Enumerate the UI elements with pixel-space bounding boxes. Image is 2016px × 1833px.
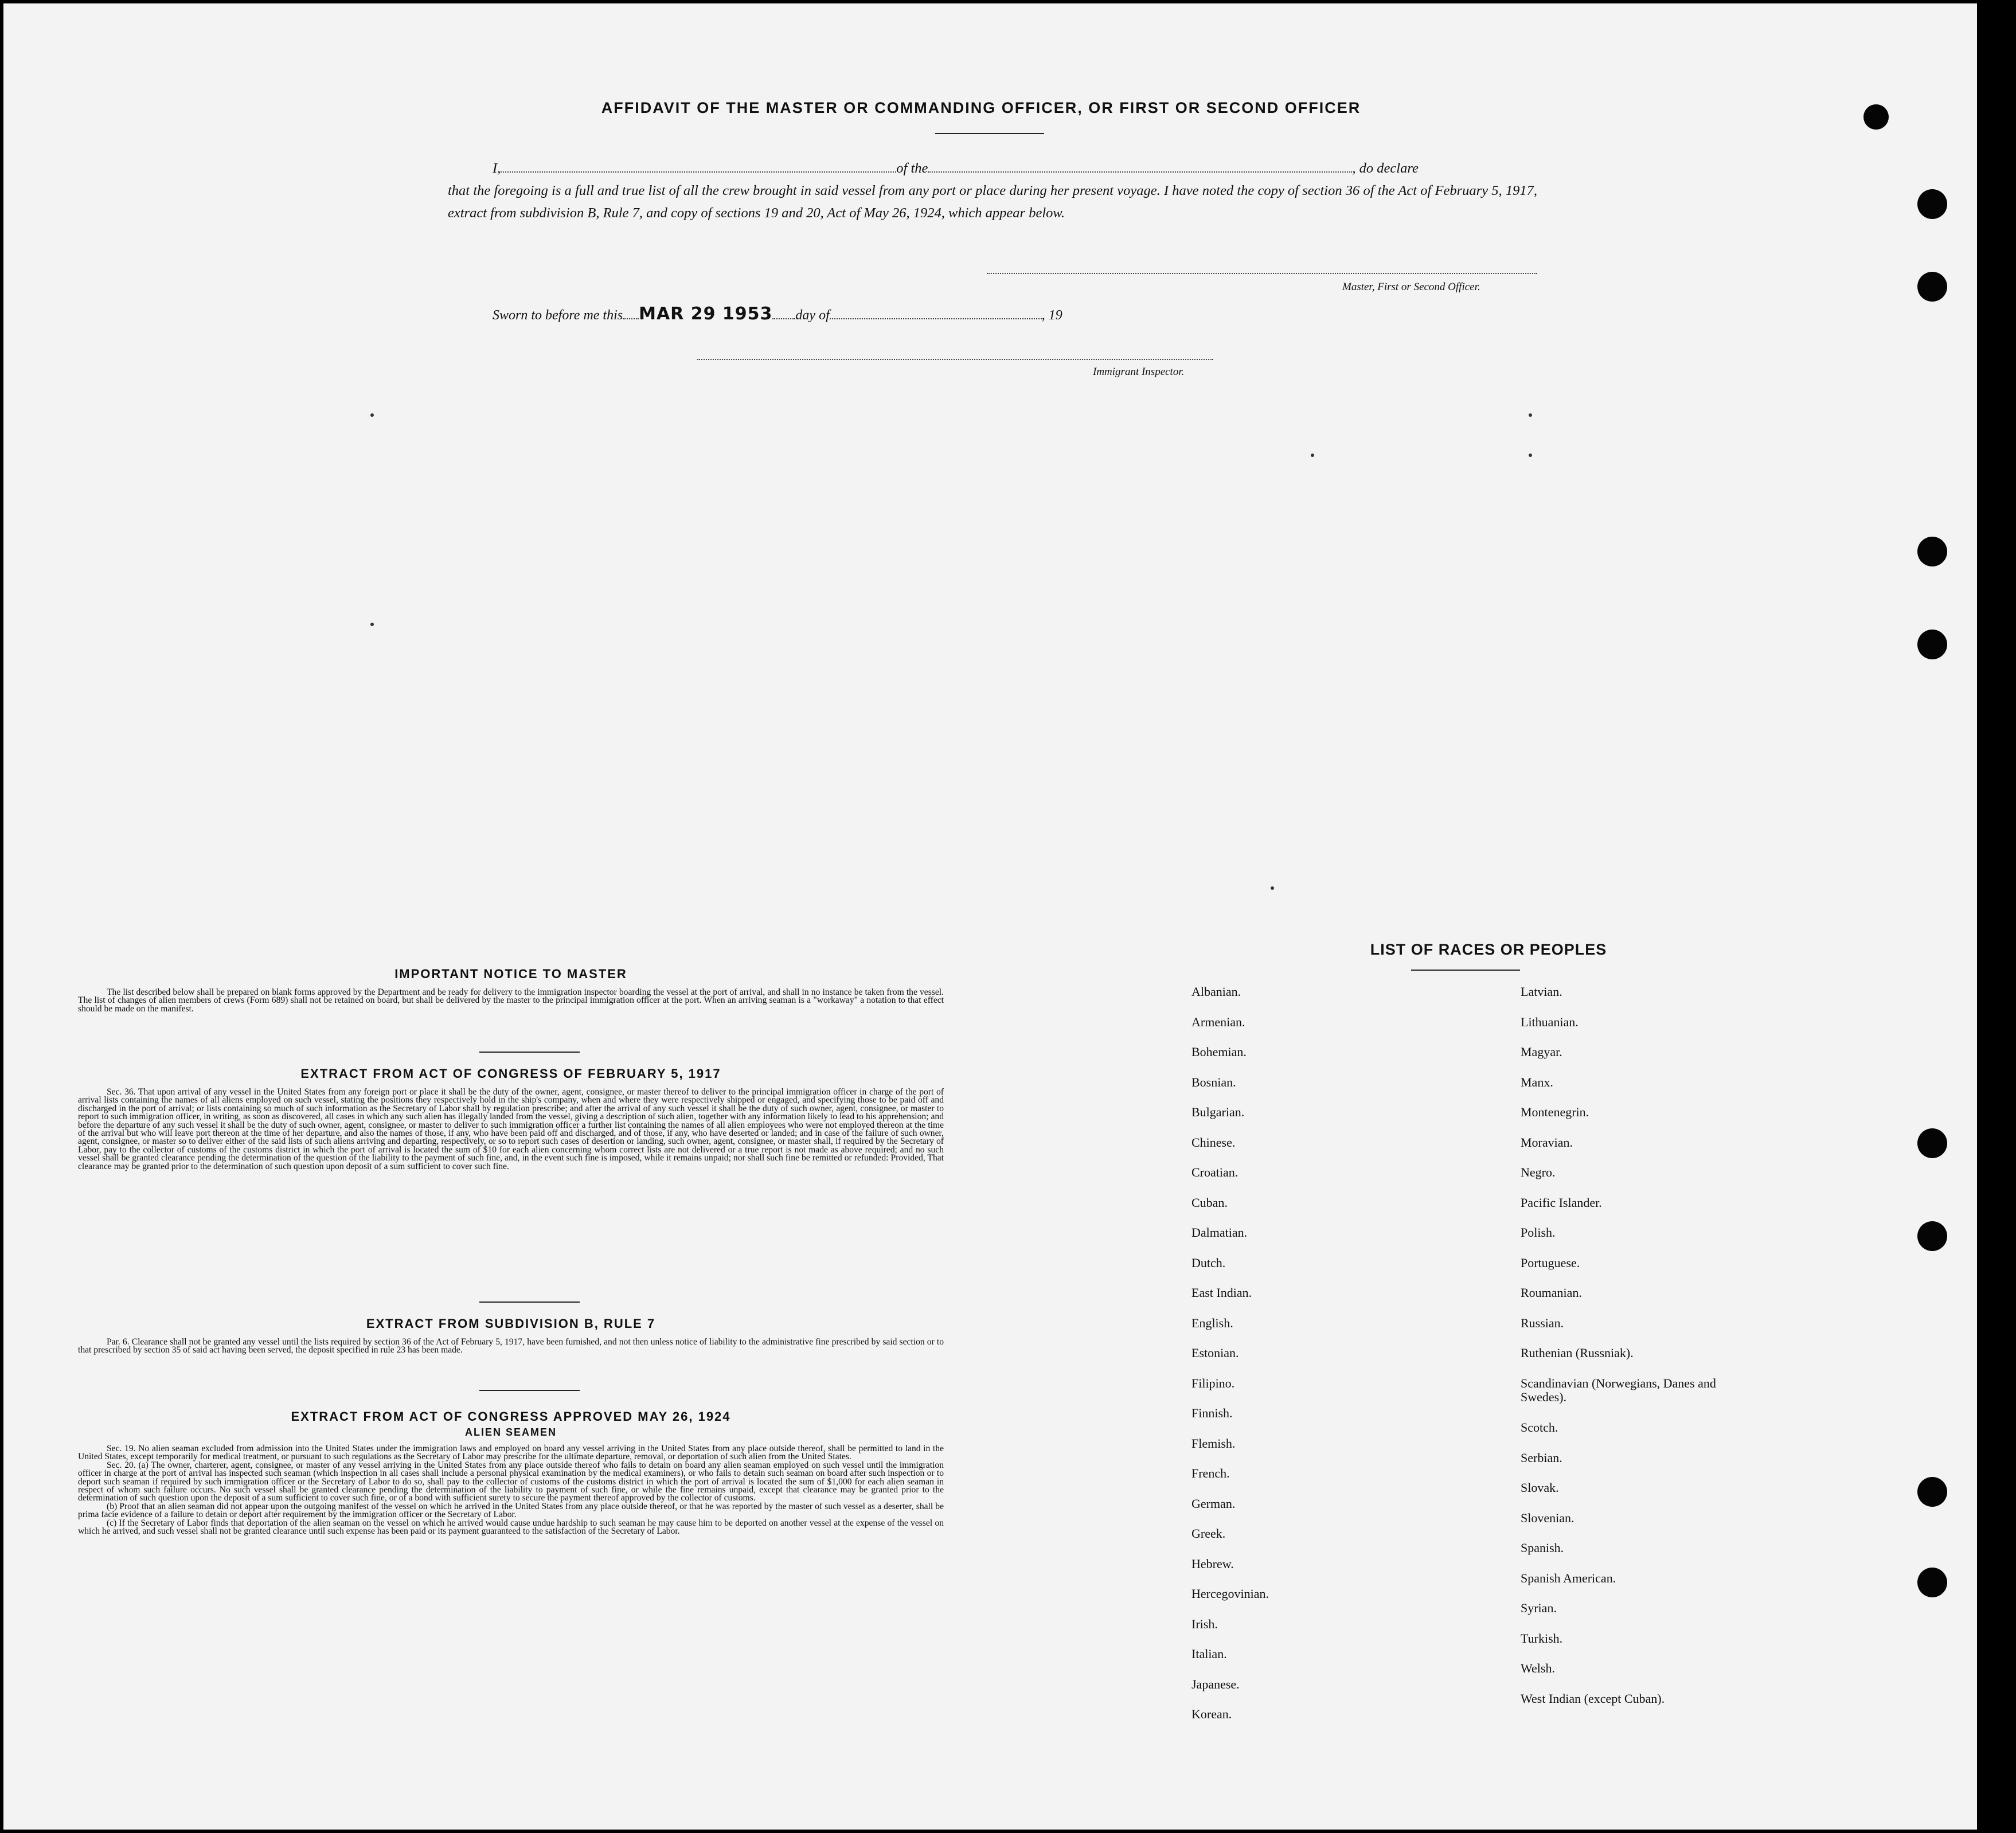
affidavit-title: AFFIDAVIT OF THE MASTER OR COMMANDING OFFICER, OR FIRST OR SECOND OFFICER: [601, 99, 1361, 116]
race-item: Welsh.: [1521, 1661, 1555, 1675]
race-item: Negro.: [1521, 1165, 1556, 1179]
punch-hole: [1917, 1221, 1947, 1251]
race-item: Irish.: [1191, 1616, 1218, 1631]
sworn-line: [493, 304, 1062, 324]
race-item: Armenian.: [1191, 1014, 1245, 1029]
race-item: Serbian.: [1521, 1450, 1562, 1465]
race-item: Moravian.: [1521, 1135, 1573, 1150]
vessel-blank: [928, 161, 1352, 173]
races-title-divider: [1411, 970, 1520, 971]
race-item: Polish.: [1521, 1225, 1556, 1240]
scan-speck: [1271, 886, 1274, 890]
punch-hole: [1917, 1477, 1947, 1507]
scan-speck: [1311, 454, 1314, 457]
punch-hole: [1863, 104, 1889, 130]
title-divider: [935, 133, 1044, 134]
race-item: Lithuanian.: [1521, 1014, 1579, 1029]
race-item: Hebrew.: [1191, 1556, 1234, 1571]
extract-1917-text: Sec. 36. That upon arrival of any vessel in the United States from any foreign port or place it shall be the duty of the owner, agent, consignee, or master thereof to deliver to the principal immigration officer in charge of the port of arrival lists containing the names of all aliens employed on such vessel, stating the positions they respectively hold in the ship's company, when and where they were respectively shipped or engaged, and specifying those to be paid off and discharged in the port of arrival; or lists containing so much of such information as the Secretary of Labor shall by regulation prescribe; and after the arrival of any such vessel it shall be the duty of such owner, agent, consignee, or master to report to such immigration officer, in writing, as soon as discovered, all cases in which any such alien has illegally landed from the vessel, giving a description of such alien, together with any information likely to lead to his apprehension; and before the departure of any such vessel it shall be the duty of such owner, agent, consignee, or master to deliver to such immigration officer a further list containing the names of all alien employees who were not employed thereon at the time of the arrival but who will leave port thereon at the time of her departure, and also the names of those, if any, who have been paid off and discharged, and of those, if any, who have deserted or landed; and in case of the failure of such owner, agent, consignee, or master so to deliver either of the said lists of such aliens arriving and departing, respectively, or so to report such cases of desertion or landing, such owner, agent, consignee, or master shall, if required by the Secretary of Labor, pay to the collector of customs of the customs district in which the port of arrival is located the sum of $10 for each alien concerning whom correct lists are not delivered or a true report is not made as above required; and no such vessel shall be granted clearance pending the determination of the question of the liability to the payment of such fine, and, in the event such fine is imposed, while it remains unpaid; nor shall such fine be remitted or refunded: Provided, That clearance may be granted prior to the determination of such question upon deposit of a sum sufficient to cover such fine.: [78, 1087, 944, 1171]
race-item: Latvian.: [1521, 984, 1562, 999]
race-item: Cuban.: [1191, 1195, 1228, 1210]
scan-border: [1977, 0, 2016, 1833]
sworn-prefix: Sworn to before me this: [493, 308, 623, 323]
race-item: West Indian (except Cuban).: [1521, 1691, 1665, 1706]
race-item: Croatian.: [1191, 1165, 1238, 1179]
alien-seamen-subtitle: ALIEN SEAMEN: [464, 1426, 557, 1438]
of-the-label: of the: [896, 161, 928, 176]
declaration-line: [448, 157, 1537, 179]
race-item: East Indian.: [1191, 1285, 1252, 1300]
declaration-start: I,: [493, 161, 501, 176]
name-blank: [501, 161, 896, 173]
race-item: Albanian.: [1191, 984, 1241, 999]
race-item: Hercegovinian.: [1191, 1586, 1269, 1601]
race-item: Filipino.: [1191, 1375, 1235, 1390]
race-item: Syrian.: [1521, 1601, 1557, 1615]
race-item: Montenegrin.: [1521, 1105, 1589, 1119]
race-item: Magyar.: [1521, 1045, 1562, 1059]
punch-hole: [1917, 1568, 1947, 1597]
race-item: Italian.: [1191, 1647, 1227, 1661]
document-page: [3, 3, 1977, 1830]
section-divider: [479, 1390, 580, 1391]
extract-rule7-text: Par. 6. Clearance shall not be granted any vessel until the lists required by section 36 of the Act of February 5, 1917, have been furnished, and not then unless notice of liability to the administrative fine prescribed by said section or to that prescribed by section 35 of said act having been served, the deposit specified in rule 23 has been made.: [78, 1337, 944, 1355]
race-item: Dalmatian.: [1191, 1225, 1248, 1240]
inspector-signature-line: [697, 358, 1213, 360]
scan-speck: [1529, 413, 1532, 417]
master-signature-line: [987, 272, 1537, 274]
race-item: Bohemian.: [1191, 1045, 1247, 1059]
race-item: Spanish American.: [1521, 1570, 1616, 1585]
race-item: Scandinavian (Norwegians, Danes and Swedes).: [1521, 1375, 1716, 1404]
race-item: Portuguese.: [1521, 1255, 1580, 1270]
affidavit-text: that the foregoing is a full and true list of all the crew brought in said vessel from any port or place during her present voyage. I have noted the copy of section 36 of the Act of February 5, 1917, extract from subdivision B, Rule 7, and copy of sections 19 and 20, Act of May 26, 1924, which appear below.: [448, 183, 1537, 221]
race-item: Chinese.: [1191, 1135, 1236, 1150]
scan-speck: [370, 413, 374, 417]
scan-speck: [1529, 454, 1532, 457]
date-stamp: MAR 29 1953: [639, 304, 773, 324]
race-item: Ruthenian (Russniak).: [1521, 1346, 1634, 1360]
race-item: Bulgarian.: [1191, 1105, 1245, 1119]
notice-title: IMPORTANT NOTICE TO MASTER: [394, 967, 627, 981]
punch-hole: [1917, 272, 1947, 302]
races-title: LIST OF RACES OR PEOPLES: [1370, 941, 1607, 958]
race-item: Manx.: [1521, 1074, 1553, 1089]
race-item: Scotch.: [1521, 1420, 1558, 1435]
race-item: Korean.: [1191, 1707, 1232, 1721]
race-item: English.: [1191, 1315, 1233, 1330]
race-item: Slovak.: [1521, 1480, 1559, 1495]
punch-hole: [1917, 1128, 1947, 1158]
inspector-caption: Immigrant Inspector.: [1093, 366, 1185, 378]
do-declare-label: , do declare: [1352, 161, 1419, 176]
race-item: Bosnian.: [1191, 1074, 1236, 1089]
race-item: German.: [1191, 1496, 1236, 1511]
notice-text: The list described below shall be prepared on blank forms approved by the Department and be ready for delivery to the immigration inspector boarding the vessel at the port of arrival, and shall in no instance be taken from the vessel. The list of changes of alien members of crews (Form 689) shall not be retained on board, but shall be delivered by the master to the principal immigration officer at the port. When an arriving seaman is a "workaway" a notation to that effect should be made on the manifest.: [78, 987, 944, 1014]
master-caption: Master, First or Second Officer.: [1342, 281, 1480, 293]
extract-1924-title: EXTRACT FROM ACT OF CONGRESS APPROVED MAY 26, 1924: [291, 1409, 731, 1424]
race-item: Turkish.: [1521, 1631, 1563, 1646]
year-label: , 19: [1041, 308, 1062, 323]
section-divider: [479, 1302, 580, 1303]
race-item: Flemish.: [1191, 1436, 1236, 1451]
race-item: Roumanian.: [1521, 1285, 1582, 1300]
race-item: Dutch.: [1191, 1255, 1226, 1270]
race-item: Greek.: [1191, 1526, 1226, 1541]
punch-hole: [1917, 630, 1947, 659]
extract-1924-text: Sec. 19. No alien seaman excluded from admission into the United States under the immigration laws and employed on board any vessel arriving in the United States from any place outside thereof, shall be permitted to land in the United States, except temporarily for medical treatment, or pursuant to such regulations as the Secretary of Labor may prescribe for the ultimate departure, removal, or deportation of such alien from the United States. Sec. 20. (a) The owner, charterer, agent, consignee, or master of any vessel arriving in the United States from any place outside thereof who fails to detain on board any alien seaman employed on such vessel until the immigration officer in charge at the port of arrival has inspected such seaman (which inspection in all cases shall include a personal physical examination by the medical examiners), or who fails to detain such seaman on board after such inspection or to deport such seaman if required by such immigration officer or the Secretary of Labor to do so, shall pay to the collector of customs of the customs district in which the port of arrival is located the sum of $1,000 for each alien seaman in respect of whom such failure occurs. No such vessel shall be granted clearance pending the determination of the liability to payment of such fine, or while the fine remains unpaid, except that clearance may be granted prior to the determination of such question upon the deposit of a sum sufficient to cover such fine, or of a bond with sufficient surety to secure the payment thereof approved by the collector of customs. (b) Proof that an alien seaman did not appear upon the outgoing manifest of the vessel on which he arrived in the United States from any place outside thereof, or that he was reported by the master of such vessel as a deserter, shall be prima facie evidence of a failure to detain or deport after requirement by the immigration officer or the Secretary of Labor. (c) If the Secretary of Labor finds that deportation of the alien seaman on the vessel on which he arrived would cause undue hardship to such seaman he may cause him to be deported on another vessel at the expense of the vessel on which he arrived, and such vessel shall not be granted clearance until such expense has been paid or its payment guaranteed to the satisfaction of the Secretary of Labor.: [78, 1444, 944, 1537]
race-item: Japanese.: [1191, 1676, 1240, 1691]
day-of-label: day of: [795, 308, 830, 323]
race-item: Spanish.: [1521, 1541, 1564, 1555]
scan-speck: [370, 623, 374, 626]
extract-rule7-title: EXTRACT FROM SUBDIVISION B, RULE 7: [366, 1316, 656, 1331]
punch-hole: [1917, 537, 1947, 566]
race-item: French.: [1191, 1466, 1230, 1480]
race-item: Estonian.: [1191, 1346, 1239, 1360]
punch-hole: [1917, 189, 1947, 219]
extract-1917-title: EXTRACT FROM ACT OF CONGRESS OF FEBRUARY 5, 1917: [300, 1066, 721, 1081]
race-item: Slovenian.: [1521, 1510, 1574, 1525]
race-item: Russian.: [1521, 1315, 1564, 1330]
affidavit-body: [448, 157, 1537, 224]
section-divider: [479, 1052, 580, 1053]
race-item: Finnish.: [1191, 1406, 1233, 1420]
race-item: Pacific Islander.: [1521, 1195, 1602, 1210]
